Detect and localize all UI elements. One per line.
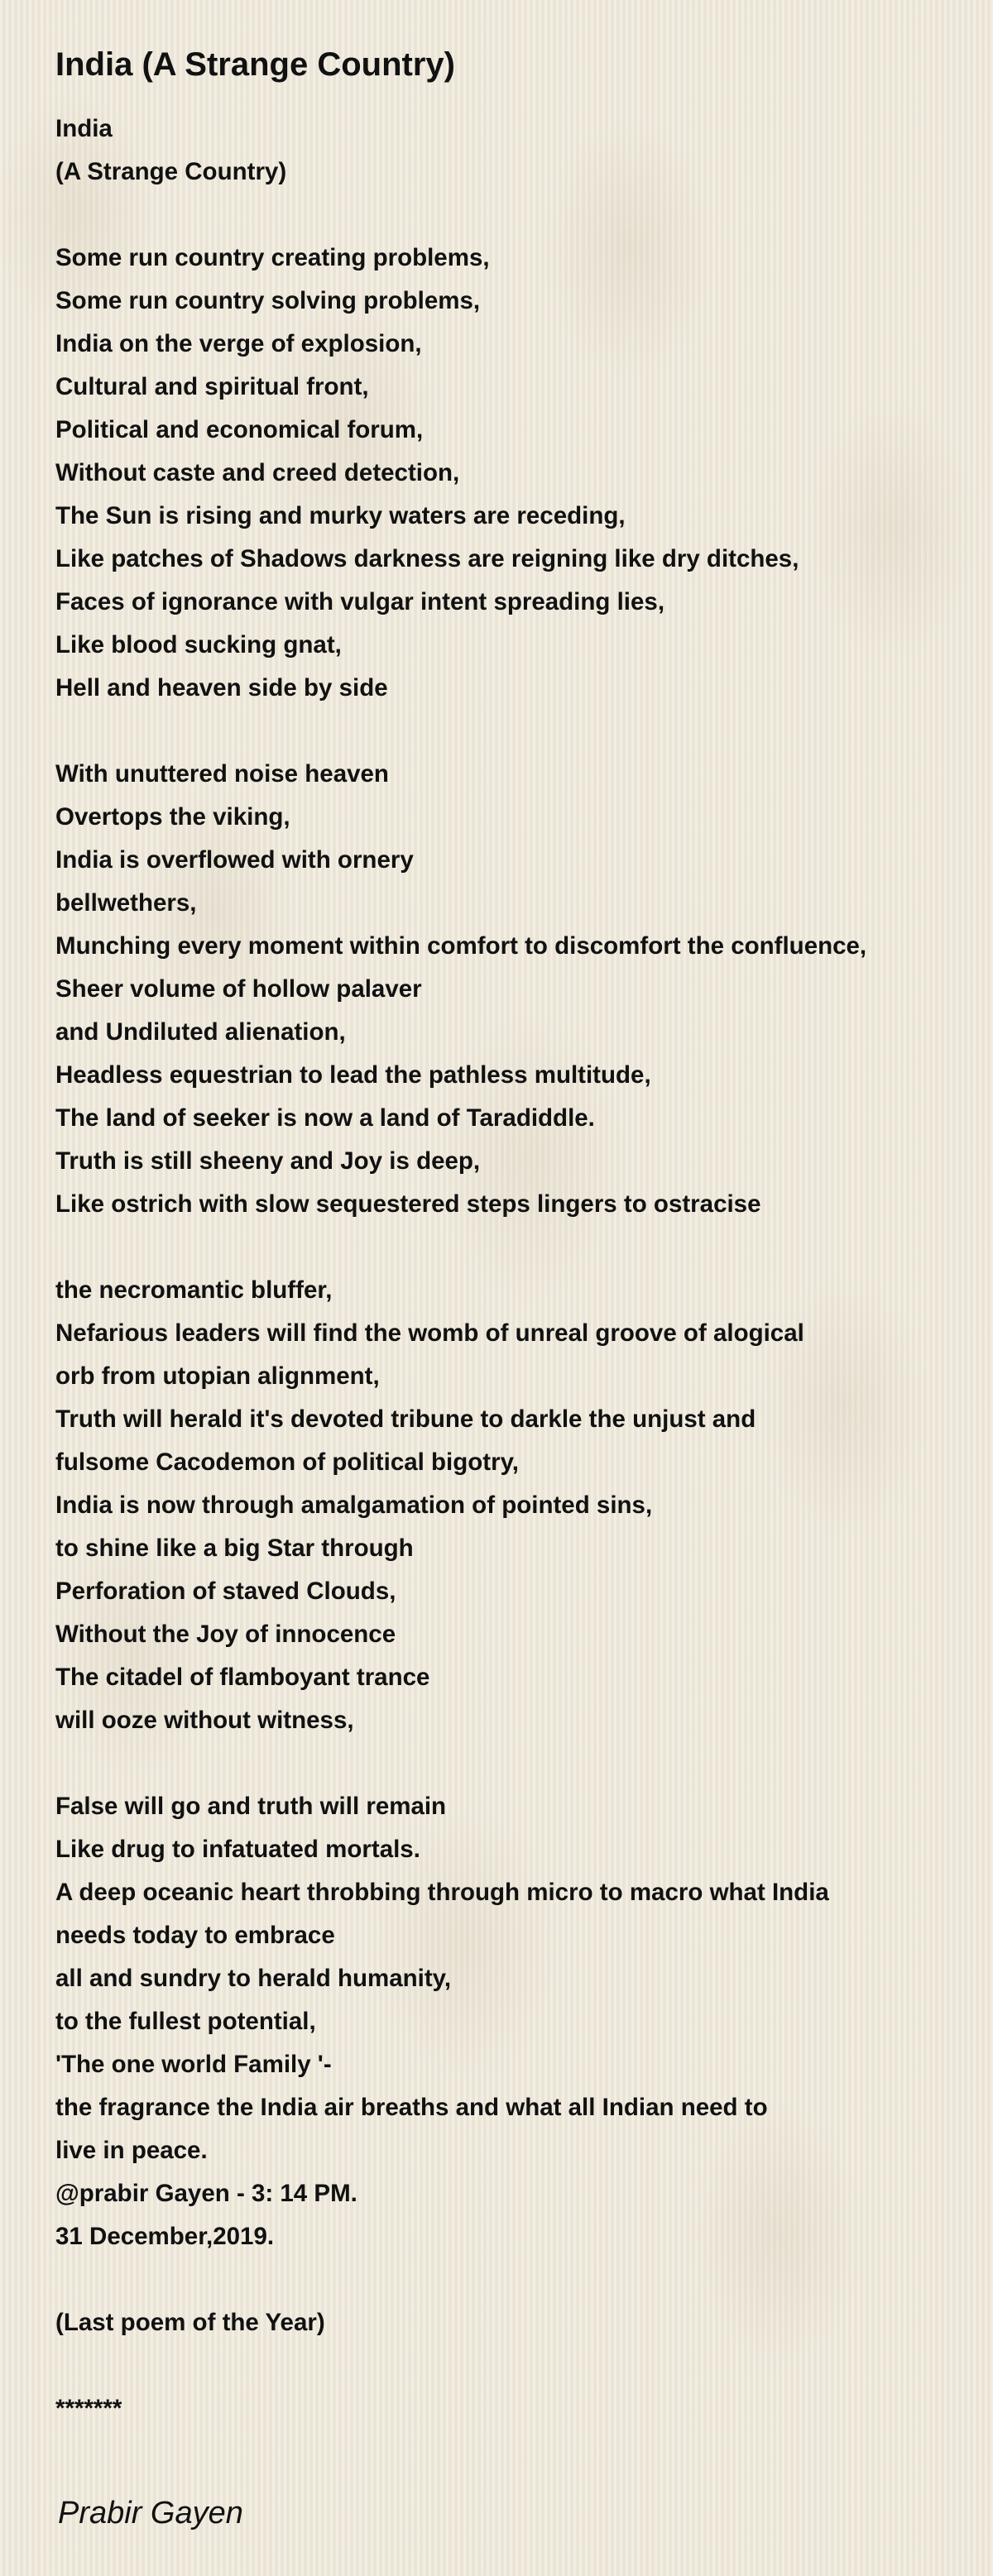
poem-line: Truth is still sheeny and Joy is deep, <box>55 1147 481 1175</box>
poem-line: The land of seeker is now a land of Taradiddle. <box>55 1104 595 1132</box>
poem-line: Like blood sucking gnat, <box>55 631 342 658</box>
poem-stanza <box>55 2301 993 2344</box>
poem-line: bellwethers, <box>55 889 197 917</box>
poem-line: A deep oceanic heart throbbing through micro to macro what India <box>55 1879 829 1906</box>
poem-line: ******* <box>55 2395 122 2422</box>
poem-stanza <box>55 237 993 710</box>
poem-line: Perforation of staved Clouds, <box>55 1578 396 1605</box>
poem-line: Headless equestrian to lead the pathless multitude, <box>55 1061 651 1089</box>
poem-stanza <box>55 1269 993 1742</box>
poem-line: 'The one world Family '- <box>55 2051 332 2078</box>
poem-line: Like ostrich with slow sequestered steps lingers to ostracise <box>55 1190 761 1218</box>
poem-title: India (A Strange Country) <box>55 46 455 83</box>
poem-line: and Undiluted alienation, <box>55 1018 346 1046</box>
poem-line: Truth will herald it's devoted tribune to darkle the unjust and <box>55 1405 756 1433</box>
poem-line: Overtops the viking, <box>55 803 290 831</box>
poem-line: False will go and truth will remain <box>55 1793 447 1820</box>
poem-line: 31 December,2019. <box>55 2223 275 2250</box>
poem-line: India is overflowed with ornery <box>55 846 414 874</box>
poem-line: needs today to embrace <box>55 1922 335 1949</box>
poem-line: Hell and heaven side by side <box>55 674 388 701</box>
poem-line: @prabir Gayen - 3: 14 PM. <box>55 2180 357 2207</box>
poem-line: to the fullest potential, <box>55 2008 316 2035</box>
poem-line: Nefarious leaders will find the womb of unreal groove of alogical <box>55 1319 804 1347</box>
poem-stanza <box>55 1785 993 2258</box>
poem-line: all and sundry to herald humanity, <box>55 1965 452 1992</box>
poem-stanza <box>55 2387 993 2430</box>
poem-line: Cultural and spiritual front, <box>55 373 369 400</box>
poem-line: Some run country solving problems, <box>55 287 481 314</box>
poem-line: the fragrance the India air breaths and what all Indian need to <box>55 2094 768 2121</box>
poem-line: With unuttered noise heaven <box>55 760 389 788</box>
poem-line: India on the verge of explosion, <box>55 330 422 357</box>
poem-line: Like drug to infatuated mortals. <box>55 1836 420 1863</box>
poem-line: the necromantic bluffer, <box>55 1276 333 1304</box>
poem-line: The citadel of flamboyant trance <box>55 1664 430 1691</box>
poem-line: India is now through amalgamation of pointed sins, <box>55 1491 653 1519</box>
poem-line: fulsome Cacodemon of political bigotry, <box>55 1448 519 1476</box>
poem-line: Sheer volume of hollow palaver <box>55 975 422 1003</box>
poem-line: Political and economical forum, <box>55 416 424 443</box>
poem-author: Prabir Gayen <box>58 2496 243 2531</box>
poem-line: to shine like a big Star through <box>55 1535 414 1562</box>
poem-body <box>55 108 993 2430</box>
poem-stanza <box>55 753 993 1226</box>
poem-line: Without the Joy of innocence <box>55 1621 396 1648</box>
poem-line: (Last poem of the Year) <box>55 2309 325 2336</box>
poem-line: Without caste and creed detection, <box>55 459 460 486</box>
poem-line: Like patches of Shadows darkness are reigning like dry ditches, <box>55 545 799 572</box>
poem-line: live in peace. <box>55 2137 208 2164</box>
poem-line: Faces of ignorance with vulgar intent spreading lies, <box>55 588 665 615</box>
poem-line: Munching every moment within comfort to discomfort the confluence, <box>55 932 867 960</box>
poem-line: orb from utopian alignment, <box>55 1362 380 1390</box>
poem-line: India <box>55 115 113 142</box>
poem-line: will ooze without witness, <box>55 1707 354 1734</box>
poem-stanza <box>55 108 993 194</box>
poem-line: (A Strange Country) <box>55 158 287 185</box>
poem-line: The Sun is rising and murky waters are receding, <box>55 502 626 529</box>
poem-line: Some run country creating problems, <box>55 244 490 271</box>
